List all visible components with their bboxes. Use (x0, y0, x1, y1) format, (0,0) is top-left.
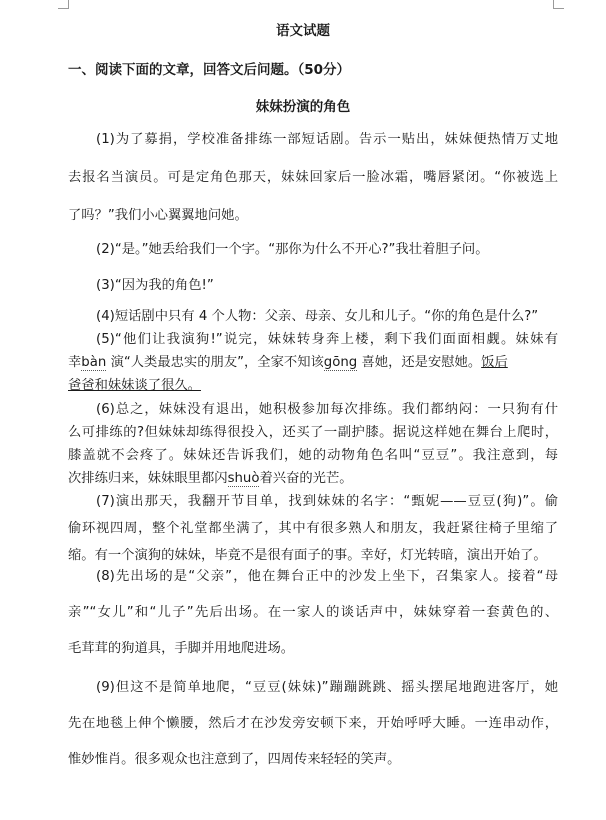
paragraph-7 (68, 492, 558, 565)
paragraph-line: 去报名当演员。可是定角色那天，妹妹回家后一脸冰霜，嘴唇紧闭。“你被选上 (68, 170, 558, 185)
text-run: 演“人类最忠实的朋友”，全家不知该 (110, 355, 324, 370)
underlined-text: 饭后 (481, 355, 508, 370)
paragraph-line: (6)总之，妹妹没有退出，她积极参加每次排练。我们都纳闷：一只狗有什 (96, 402, 558, 417)
paragraph-2 (68, 240, 558, 259)
text-run: 幸 (68, 355, 82, 370)
paragraph-line: 亲”“女儿”和“儿子”先后出场。在一家人的谈话声中，妹妹穿着一套黄色的、 (68, 605, 558, 620)
paragraph-line: 么可排练的?但妹妹却练得很投入，还买了一副护膝。据说这样她在舞台上爬时， (68, 425, 558, 440)
paragraph-line: 先在地毯上伸个懒腰，然后才在沙发旁安顿下来，开始呼呼大睡。一连串动作， (68, 716, 558, 731)
paragraph-line: (7)演出那天，我翻开节目单，找到妹妹的名字：“甄妮——豆豆(狗)”。偷 (96, 494, 558, 509)
paragraph-3 (68, 276, 558, 295)
paragraph-line: (9)但这不是简单地爬，“豆豆(妹妹)”蹦蹦跳跳、摇头摆尾地跑进客厅，她 (96, 680, 558, 695)
text-run: 次排练归来，妹妹眼里都闪 (68, 471, 228, 486)
pinyin-annotation: gōng (323, 355, 358, 370)
paragraph-6 (68, 400, 558, 488)
paragraph-line (68, 353, 558, 376)
story-title: 妹妹扮演的角色 (255, 99, 351, 115)
paragraph-line: 偷环视四周，整个礼堂都坐满了，其中有很多熟人和朋友，我赶紧往椅子里缩了 (68, 521, 558, 536)
underlined-text: 爸爸和妹妹谈了很久。 (68, 378, 201, 393)
paragraph-line: 毛茸茸的狗道具，手脚并用地爬进场。 (68, 641, 295, 656)
paragraph-line: 了吗？”我们小心翼翼地问她。 (68, 208, 248, 223)
paragraph-line: 膝盖就不会疼了。妹妹还告诉我们，她的动物角色名叫“豆豆”。我注意到，每 (68, 448, 558, 463)
paragraph-line: (8)先出场的是“父亲”，他在舞台正中的沙发上坐下，召集家人。接着“母 (96, 569, 558, 584)
paragraph-line: (5)“他们让我演狗!”说完，妹妹转身奔上楼，剩下我们面面相觑。妹妹有 (96, 332, 558, 347)
paragraph-line: 缩。有一个演狗的妹妹，毕竟不是很有面子的事。幸好，灯光转暗，演出开始了。 (68, 548, 547, 563)
paragraph-line (68, 376, 558, 395)
doc-title: 语文试题 (276, 23, 330, 39)
paragraph-line: (3)“因为我的角色!” (96, 278, 214, 293)
paragraph-line (68, 469, 558, 488)
paragraph-line: (4)短话剧中只有 4 个人物：父亲、母亲、女儿和儿子。“你的角色是什么?” (96, 309, 539, 324)
text-run: 着兴奋的光芒。 (259, 471, 353, 486)
paragraph-1 (68, 130, 558, 225)
paragraph-line: (1)为了募捐，学校准备排练一部短话剧。告示一贴出，妹妹便热情万丈地 (96, 132, 558, 147)
paragraph-9 (68, 678, 558, 769)
paragraph-line: 惟妙惟肖。很多观众也注意到了，四周传来轻轻的笑声。 (68, 752, 401, 767)
paragraph-8 (68, 567, 558, 658)
text-run: 喜她，还是安慰她。 (361, 355, 482, 370)
paragraph-5 (68, 330, 558, 395)
pinyin-annotation: bàn (81, 355, 107, 370)
paragraph-4 (68, 307, 558, 326)
paragraph-line: (2)“是。”她丢给我们一个字。“那你为什么不开心?”我壮着胆子问。 (96, 242, 489, 257)
pinyin-annotation: shuò (227, 471, 260, 486)
section-heading: 一、阅读下面的文章，回答文后问题。（50分） (68, 62, 351, 78)
